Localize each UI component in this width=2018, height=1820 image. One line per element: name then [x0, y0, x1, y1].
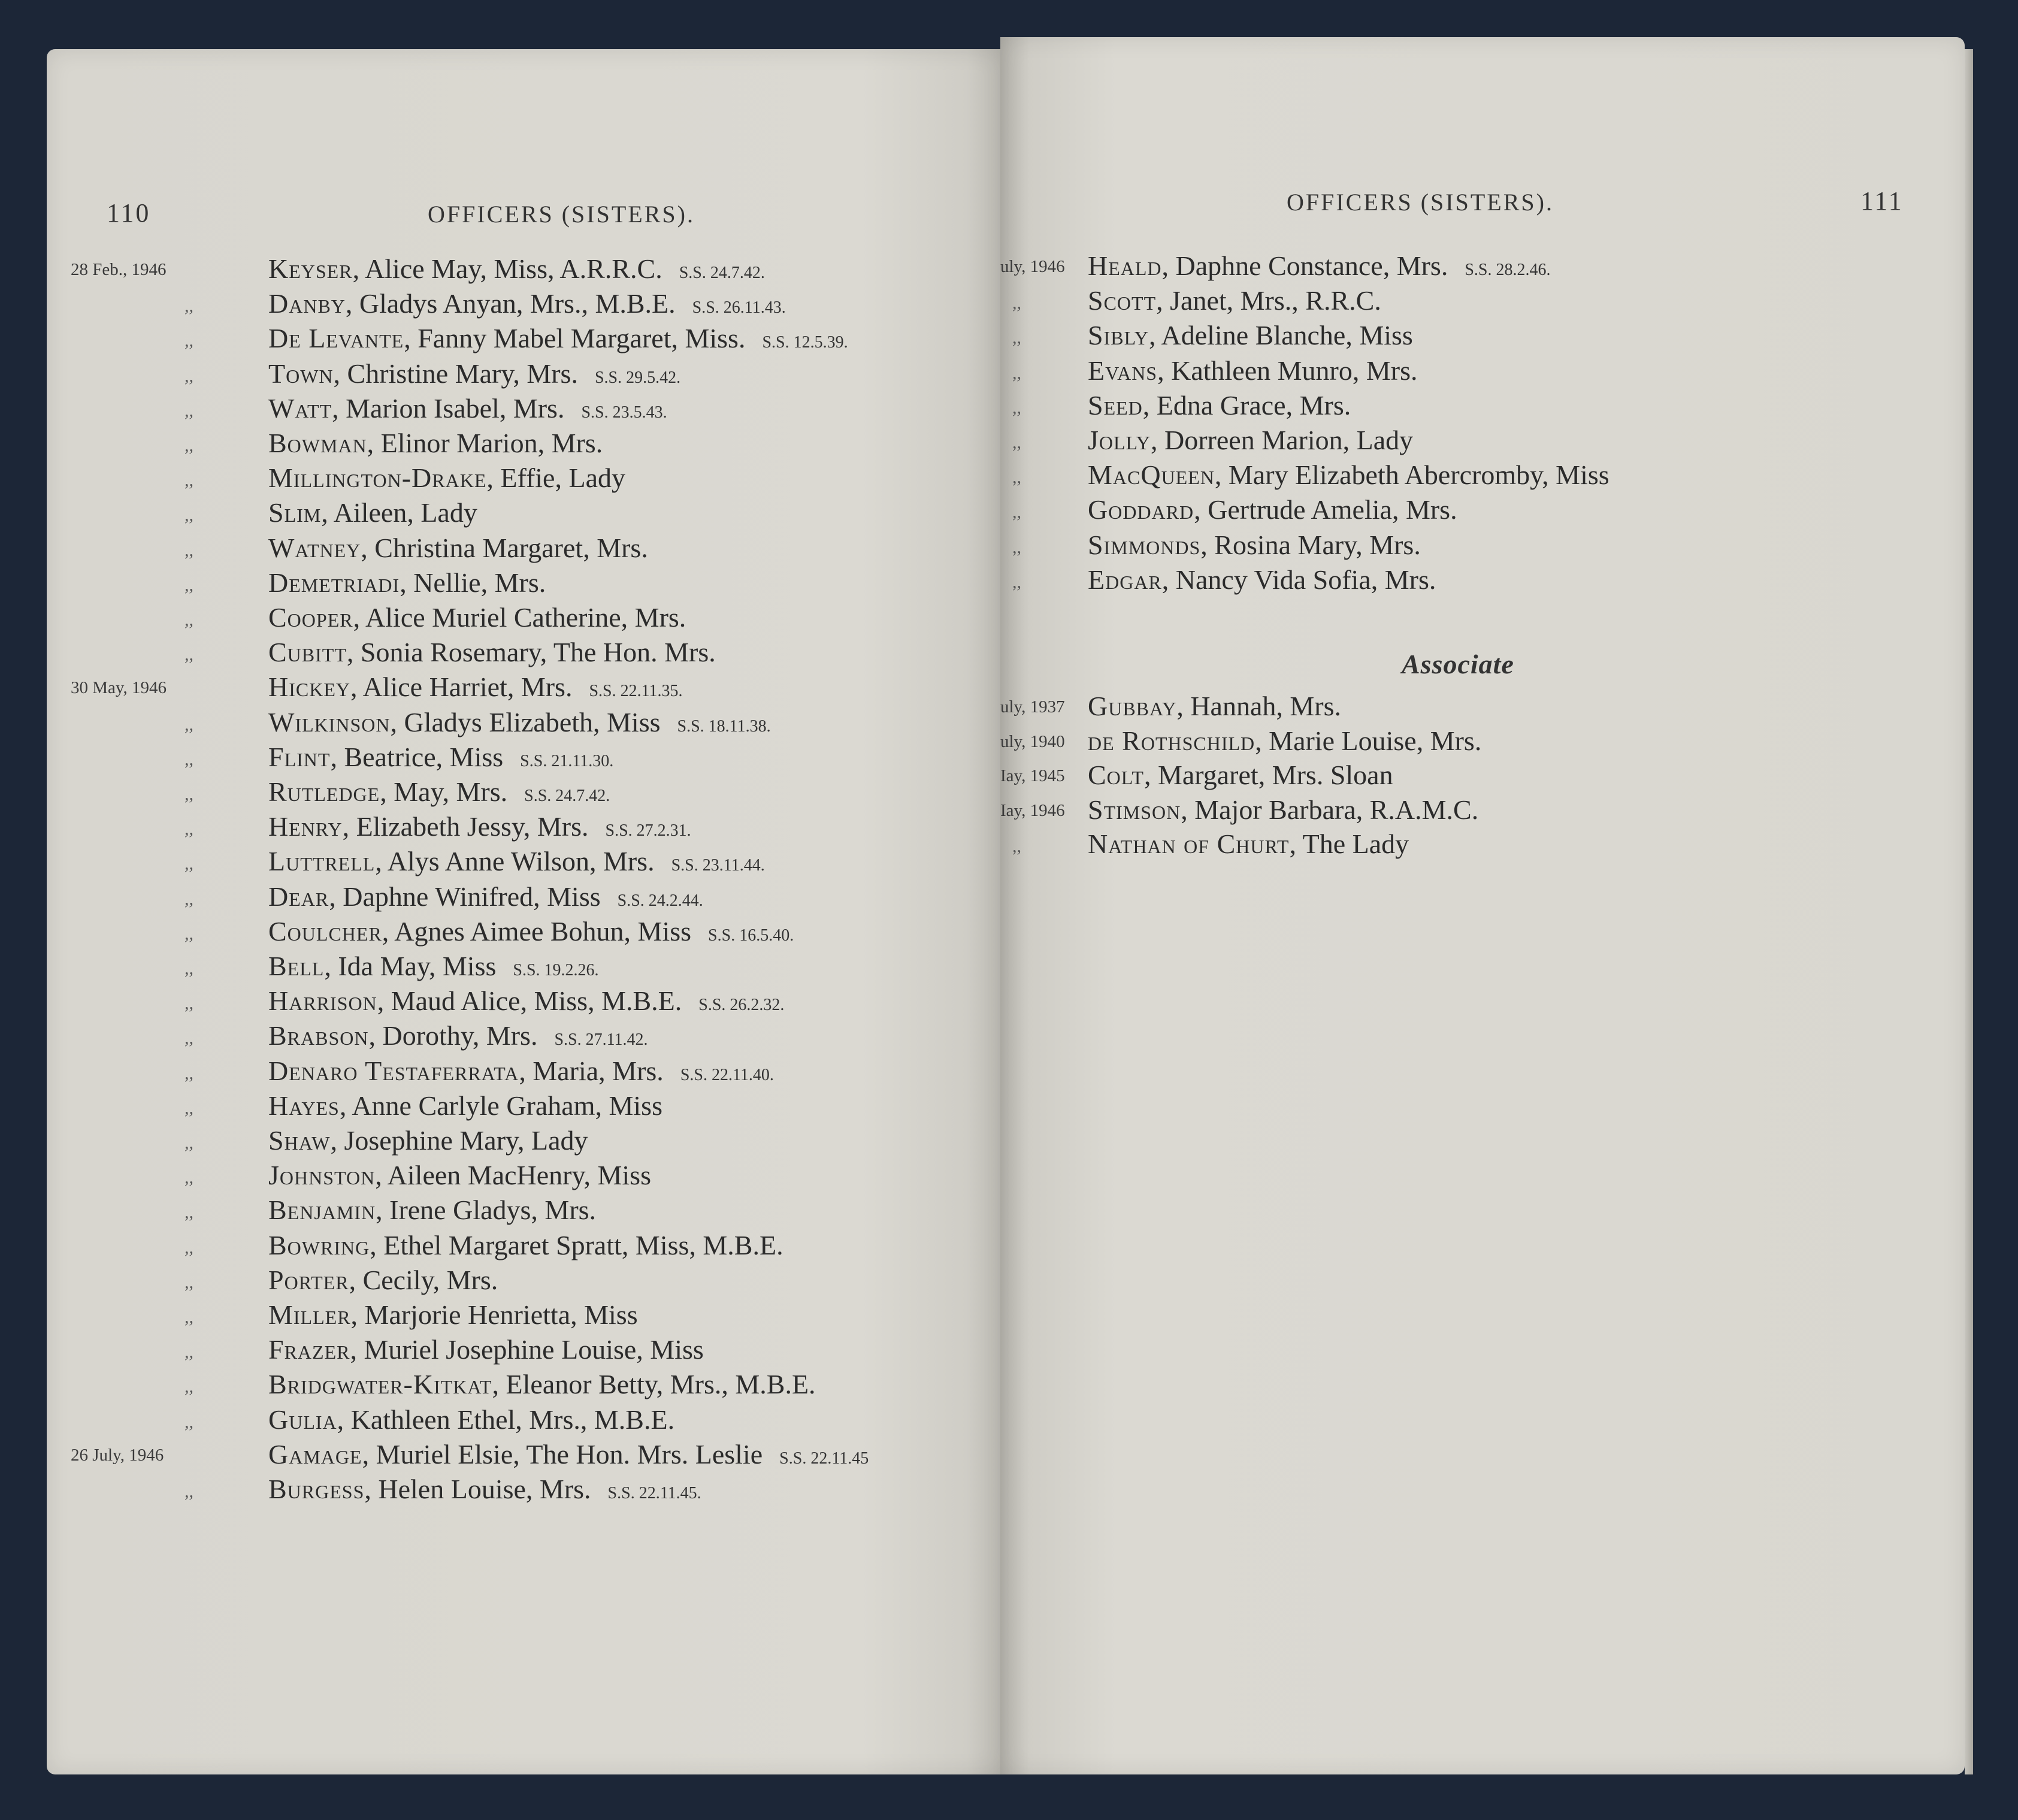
entry-name — [1088, 250, 1551, 282]
surname: Wilkinson — [268, 706, 391, 737]
ditto-mark: ,, — [184, 1237, 193, 1257]
service-date: S.S. 24.7.42. — [679, 264, 765, 282]
service-date: S.S. 16.5.40. — [708, 926, 794, 945]
given-names: , Edna Grace, Mrs. — [1142, 389, 1351, 421]
service-date: S.S. 28.2.46. — [1465, 261, 1551, 279]
surname: Brabson — [268, 1020, 369, 1051]
given-names: , Muriel Elsie, The Hon. Mrs. Leslie — [362, 1438, 763, 1470]
ditto-mark: ,, — [184, 540, 193, 560]
ditto-mark: ,, — [184, 1202, 193, 1223]
entry-date: Iay, 1945 — [1000, 766, 1065, 785]
surname: Burgess — [268, 1474, 365, 1504]
entry-name — [268, 915, 794, 947]
surname: Evans — [1088, 355, 1158, 386]
ditto-mark: ,, — [1012, 362, 1021, 383]
given-names: , Irene Gladys, Mrs. — [376, 1195, 597, 1226]
entry-name — [1088, 389, 1351, 421]
surname: Porter — [268, 1264, 349, 1295]
entry-date: Iay, 1946 — [1000, 800, 1065, 820]
given-names: , The Lady — [1289, 829, 1409, 859]
given-names: , Marjorie Henrietta, Miss — [350, 1299, 638, 1330]
entry-name — [268, 1299, 638, 1331]
ditto-mark: ,, — [184, 1098, 193, 1118]
ditto-mark: ,, — [184, 819, 193, 839]
surname: Heald — [1088, 250, 1162, 281]
surname: Coulcher — [268, 915, 382, 947]
entry-name — [268, 881, 703, 912]
entry-name — [268, 636, 716, 668]
entry-name — [268, 776, 610, 808]
ditto-mark: ,, — [1012, 572, 1021, 592]
ditto-mark: ,, — [184, 470, 193, 491]
ditto-mark: ,, — [1012, 467, 1021, 488]
surname: Johnston — [268, 1160, 376, 1191]
entry-name — [268, 1159, 651, 1191]
entry-name — [268, 1473, 701, 1505]
given-names: , Beatrice, Miss — [330, 741, 504, 772]
surname: Cubitt — [268, 637, 347, 668]
surname: Stimson — [1088, 794, 1181, 825]
given-names: , Gladys Anyan, Mrs., M.B.E. — [345, 288, 676, 319]
entry-name — [268, 1334, 704, 1365]
left-page — [47, 49, 1005, 1774]
surname: Sibly — [1088, 320, 1149, 351]
entry-name — [268, 358, 680, 389]
service-date: S.S. 22.11.35. — [589, 682, 683, 701]
surname: Cooper — [268, 602, 353, 633]
ditto-mark: ,, — [184, 714, 193, 734]
given-names: , Eleanor Betty, Mrs., M.B.E. — [492, 1369, 816, 1400]
ditto-mark: ,, — [184, 505, 193, 525]
section-title: Associate — [1402, 649, 1514, 679]
surname: Millington-Drake — [268, 462, 487, 494]
entry-name — [268, 671, 683, 703]
ditto-mark: ,, — [184, 784, 193, 804]
given-names: , Dorreen Marion, Lady — [1151, 425, 1414, 455]
surname: Hayes — [268, 1090, 340, 1121]
given-names: , Aileen MacHenry, Miss — [375, 1160, 651, 1191]
ditto-mark: ,, — [184, 296, 193, 316]
entry-name — [1088, 355, 1417, 386]
entry-name — [268, 1264, 498, 1296]
ditto-mark: ,, — [184, 923, 193, 944]
ditto-mark: ,, — [1012, 328, 1021, 348]
service-date: S.S. 18.11.38. — [677, 716, 771, 736]
service-date: S.S. 26.2.32. — [698, 996, 785, 1015]
ditto-mark: ,, — [184, 1168, 193, 1188]
surname: Nathan of Churt — [1088, 829, 1290, 859]
surname: Jolly — [1088, 425, 1151, 455]
entry-name — [1088, 794, 1478, 826]
service-date: S.S. 22.11.45 — [779, 1449, 869, 1468]
entry-name — [268, 1194, 596, 1226]
given-names: , Fanny Mabel Margaret, Miss. — [404, 323, 746, 354]
entry-name — [1088, 494, 1457, 525]
entry-name — [268, 253, 765, 285]
page-header: OFFICERS (SISTERS). — [428, 201, 695, 228]
entry-name — [268, 1404, 674, 1435]
entry-name — [268, 950, 599, 982]
surname: Miller — [268, 1299, 351, 1330]
given-names: , Maud Alice, Miss, M.B.E. — [377, 985, 682, 1017]
service-date: S.S. 23.5.43. — [581, 403, 667, 422]
entry-name — [1088, 725, 1481, 757]
ditto-mark: ,, — [1012, 433, 1021, 452]
surname: Bowring — [268, 1229, 370, 1260]
entry-date: uly, 1940 — [1000, 731, 1065, 751]
ditto-mark: ,, — [184, 993, 193, 1014]
given-names: , Major Barbara, R.A.M.C. — [1181, 794, 1479, 825]
given-names: , Marion Isabel, Mrs. — [332, 392, 565, 424]
ditto-mark: ,, — [184, 1342, 193, 1362]
ditto-mark: ,, — [184, 365, 193, 386]
given-names: , Daphne Constance, Mrs. — [1161, 250, 1448, 281]
entry-name — [268, 1020, 648, 1051]
ditto-mark: ,, — [1012, 836, 1021, 856]
given-names: , Helen Louise, Mrs. — [364, 1474, 591, 1504]
ditto-mark: ,, — [184, 1307, 193, 1327]
given-names: , Alice May, Miss, A.R.R.C. — [352, 253, 662, 284]
given-names: , Josephine Mary, Lady — [330, 1125, 588, 1156]
surname: Denaro Testaferrata — [268, 1055, 519, 1086]
surname: Colt — [1088, 760, 1144, 790]
surname: Hickey — [268, 672, 350, 703]
surname: Harrison — [268, 985, 377, 1017]
entry-name — [268, 392, 667, 424]
given-names: , Elinor Marion, Mrs. — [367, 428, 603, 458]
surname: Bowman — [268, 428, 367, 458]
entry-name — [1088, 529, 1421, 561]
service-date: S.S. 27.2.31. — [605, 821, 691, 841]
entry-name — [268, 601, 686, 633]
surname: Gamage — [268, 1438, 362, 1470]
given-names: , Cecily, Mrs. — [349, 1264, 498, 1295]
ditto-mark: ,, — [184, 331, 193, 351]
entry-name — [1088, 424, 1413, 456]
entry-name — [268, 322, 848, 354]
entry-name — [268, 497, 477, 528]
ditto-mark: ,, — [184, 645, 193, 665]
surname: Bell — [268, 951, 325, 981]
service-date: S.S. 29.5.42. — [594, 368, 681, 387]
service-date: S.S. 12.5.39. — [762, 333, 848, 352]
given-names: , Kathleen Munro, Mrs. — [1157, 355, 1418, 386]
ditto-mark: ,, — [1012, 537, 1021, 557]
ditto-mark: ,, — [184, 854, 193, 874]
page-edge — [1965, 49, 1973, 1774]
entry-name — [1088, 828, 1409, 860]
entry-name — [268, 741, 613, 773]
given-names: , Rosina Mary, Mrs. — [1200, 529, 1421, 560]
surname: Scott — [1088, 285, 1157, 316]
entry-name — [268, 706, 771, 738]
given-names: , Elizabeth Jessy, Mrs. — [342, 811, 589, 842]
given-names: , Kathleen Ethel, Mrs., M.B.E. — [337, 1404, 675, 1435]
ditto-mark: ,, — [184, 400, 193, 421]
service-date: S.S. 19.2.26. — [513, 961, 599, 979]
surname: Luttrell — [268, 846, 376, 877]
entry-name — [268, 1090, 662, 1121]
ditto-mark: ,, — [184, 1411, 193, 1432]
entry-name — [1088, 285, 1381, 316]
right-page — [1000, 37, 1965, 1774]
service-date: S.S. 22.11.40. — [680, 1065, 774, 1084]
entry-name — [268, 1055, 774, 1087]
surname: Keyser — [268, 253, 353, 284]
given-names: , Agnes Aimee Bohun, Miss — [382, 915, 692, 947]
given-names: , Aileen, Lady — [321, 497, 477, 528]
surname: Shaw — [268, 1125, 331, 1156]
surname: Rutledge — [268, 776, 380, 807]
entry-name — [268, 567, 546, 598]
entry-date: 28 Feb., 1946 — [71, 260, 167, 279]
ditto-mark: ,, — [184, 1028, 193, 1048]
surname: Goddard — [1088, 494, 1194, 525]
entry-name — [268, 427, 603, 459]
given-names: , Alys Anne Wilson, Mrs. — [375, 846, 655, 877]
surname: Dear — [268, 881, 329, 912]
page-number: 111 — [1860, 186, 1904, 216]
entry-name — [1088, 690, 1341, 722]
page-header: OFFICERS (SISTERS). — [1287, 189, 1554, 216]
ditto-mark: ,, — [184, 888, 193, 909]
surname: Danby — [268, 288, 346, 319]
surname: Watney — [268, 532, 361, 563]
given-names: , Dorothy, Mrs. — [368, 1020, 538, 1051]
ditto-mark: ,, — [1012, 397, 1021, 418]
ditto-mark: ,, — [184, 1482, 193, 1501]
surname: Flint — [268, 741, 331, 772]
surname: Watt — [268, 392, 332, 424]
given-names: , Margaret, Mrs. Sloan — [1143, 760, 1393, 790]
ditto-mark: ,, — [184, 1063, 193, 1083]
ditto-mark: ,, — [184, 610, 193, 630]
entry-date: 30 May, 1946 — [71, 678, 167, 698]
entry-name — [1088, 759, 1393, 791]
entry-name — [268, 1124, 588, 1156]
ditto-mark: ,, — [184, 575, 193, 595]
given-names: , Gertrude Amelia, Mrs. — [1194, 494, 1457, 525]
entry-name — [268, 1229, 783, 1261]
service-date: S.S. 21.11.30. — [520, 751, 614, 770]
service-date: S.S. 27.11.42. — [554, 1030, 648, 1050]
surname: Edgar — [1088, 564, 1162, 595]
surname: Demetriadi — [268, 567, 400, 598]
service-date: S.S. 26.11.43. — [692, 298, 786, 318]
surname: MacQueen — [1088, 459, 1215, 491]
given-names: , Daphne Winifred, Miss — [329, 881, 601, 912]
page-number: 110 — [107, 198, 151, 228]
entry-name — [268, 985, 784, 1017]
surname: Bridgwater-Kitkat — [268, 1369, 492, 1400]
surname: De Levante — [268, 323, 404, 354]
surname: Frazer — [268, 1334, 350, 1365]
given-names: , Alice Muriel Catherine, Mrs. — [353, 602, 686, 633]
entry-date: 26 July, 1946 — [71, 1445, 164, 1465]
surname: Henry — [268, 811, 343, 842]
given-names: , Marie Louise, Mrs. — [1255, 725, 1482, 756]
given-names: , Gladys Elizabeth, Miss — [390, 706, 661, 737]
surname: Simmonds — [1088, 529, 1201, 560]
ditto-mark: ,, — [184, 959, 193, 978]
given-names: , Christina Margaret, Mrs. — [361, 532, 648, 563]
surname: Town — [268, 358, 334, 389]
ditto-mark: ,, — [1012, 502, 1021, 522]
surname: Gulia — [268, 1404, 337, 1435]
entry-name — [268, 462, 625, 494]
ditto-mark: ,, — [1012, 293, 1021, 313]
entry-name — [1088, 564, 1436, 595]
given-names: , Ethel Margaret Spratt, Miss, M.B.E. — [370, 1229, 783, 1260]
service-date: S.S. 22.11.45. — [607, 1484, 701, 1502]
entry-name — [1088, 459, 1609, 491]
ditto-mark: ,, — [184, 749, 193, 769]
service-date: S.S. 24.7.42. — [524, 787, 610, 805]
ditto-mark: ,, — [184, 1272, 193, 1292]
given-names: , Maria, Mrs. — [519, 1055, 664, 1086]
ditto-mark: ,, — [184, 1133, 193, 1153]
service-date: S.S. 23.11.44. — [671, 856, 765, 875]
surname: Slim — [268, 497, 322, 528]
surname: Gubbay — [1088, 691, 1177, 721]
given-names: , Christine Mary, Mrs. — [333, 358, 578, 389]
entry-date: uly, 1937 — [1000, 697, 1065, 716]
service-date: S.S. 24.2.44. — [617, 891, 703, 910]
given-names: , Mary Elizabeth Abercromby, Miss — [1214, 459, 1609, 491]
given-names: , Hannah, Mrs. — [1176, 691, 1341, 721]
given-names: , Nellie, Mrs. — [400, 567, 546, 598]
given-names: , Janet, Mrs., R.R.C. — [1156, 285, 1381, 316]
surname: Benjamin — [268, 1195, 376, 1226]
given-names: , Nancy Vida Sofia, Mrs. — [1161, 564, 1436, 595]
given-names: , Adeline Blanche, Miss — [1149, 320, 1413, 351]
entry-name — [268, 1368, 816, 1400]
given-names: , Anne Carlyle Graham, Miss — [339, 1090, 662, 1121]
ditto-mark: ,, — [184, 1377, 193, 1397]
entry-name — [268, 1438, 869, 1470]
ditto-mark: ,, — [184, 436, 193, 455]
given-names: , May, Mrs. — [380, 776, 508, 807]
entry-date: uly, 1946 — [1000, 257, 1065, 276]
given-names: , Effie, Lady — [486, 462, 625, 494]
given-names: , Alice Harriet, Mrs. — [350, 672, 573, 703]
entry-name — [268, 532, 648, 564]
surname: de Rothschild — [1088, 725, 1255, 756]
given-names: , Ida May, Miss — [324, 951, 497, 981]
surname: Seed — [1088, 389, 1143, 421]
entry-name — [268, 288, 786, 319]
entry-name — [268, 845, 765, 877]
entry-name — [1088, 319, 1413, 351]
given-names: , Sonia Rosemary, The Hon. Mrs. — [346, 637, 716, 668]
given-names: , Muriel Josephine Louise, Miss — [350, 1334, 704, 1365]
entry-name — [268, 811, 691, 842]
